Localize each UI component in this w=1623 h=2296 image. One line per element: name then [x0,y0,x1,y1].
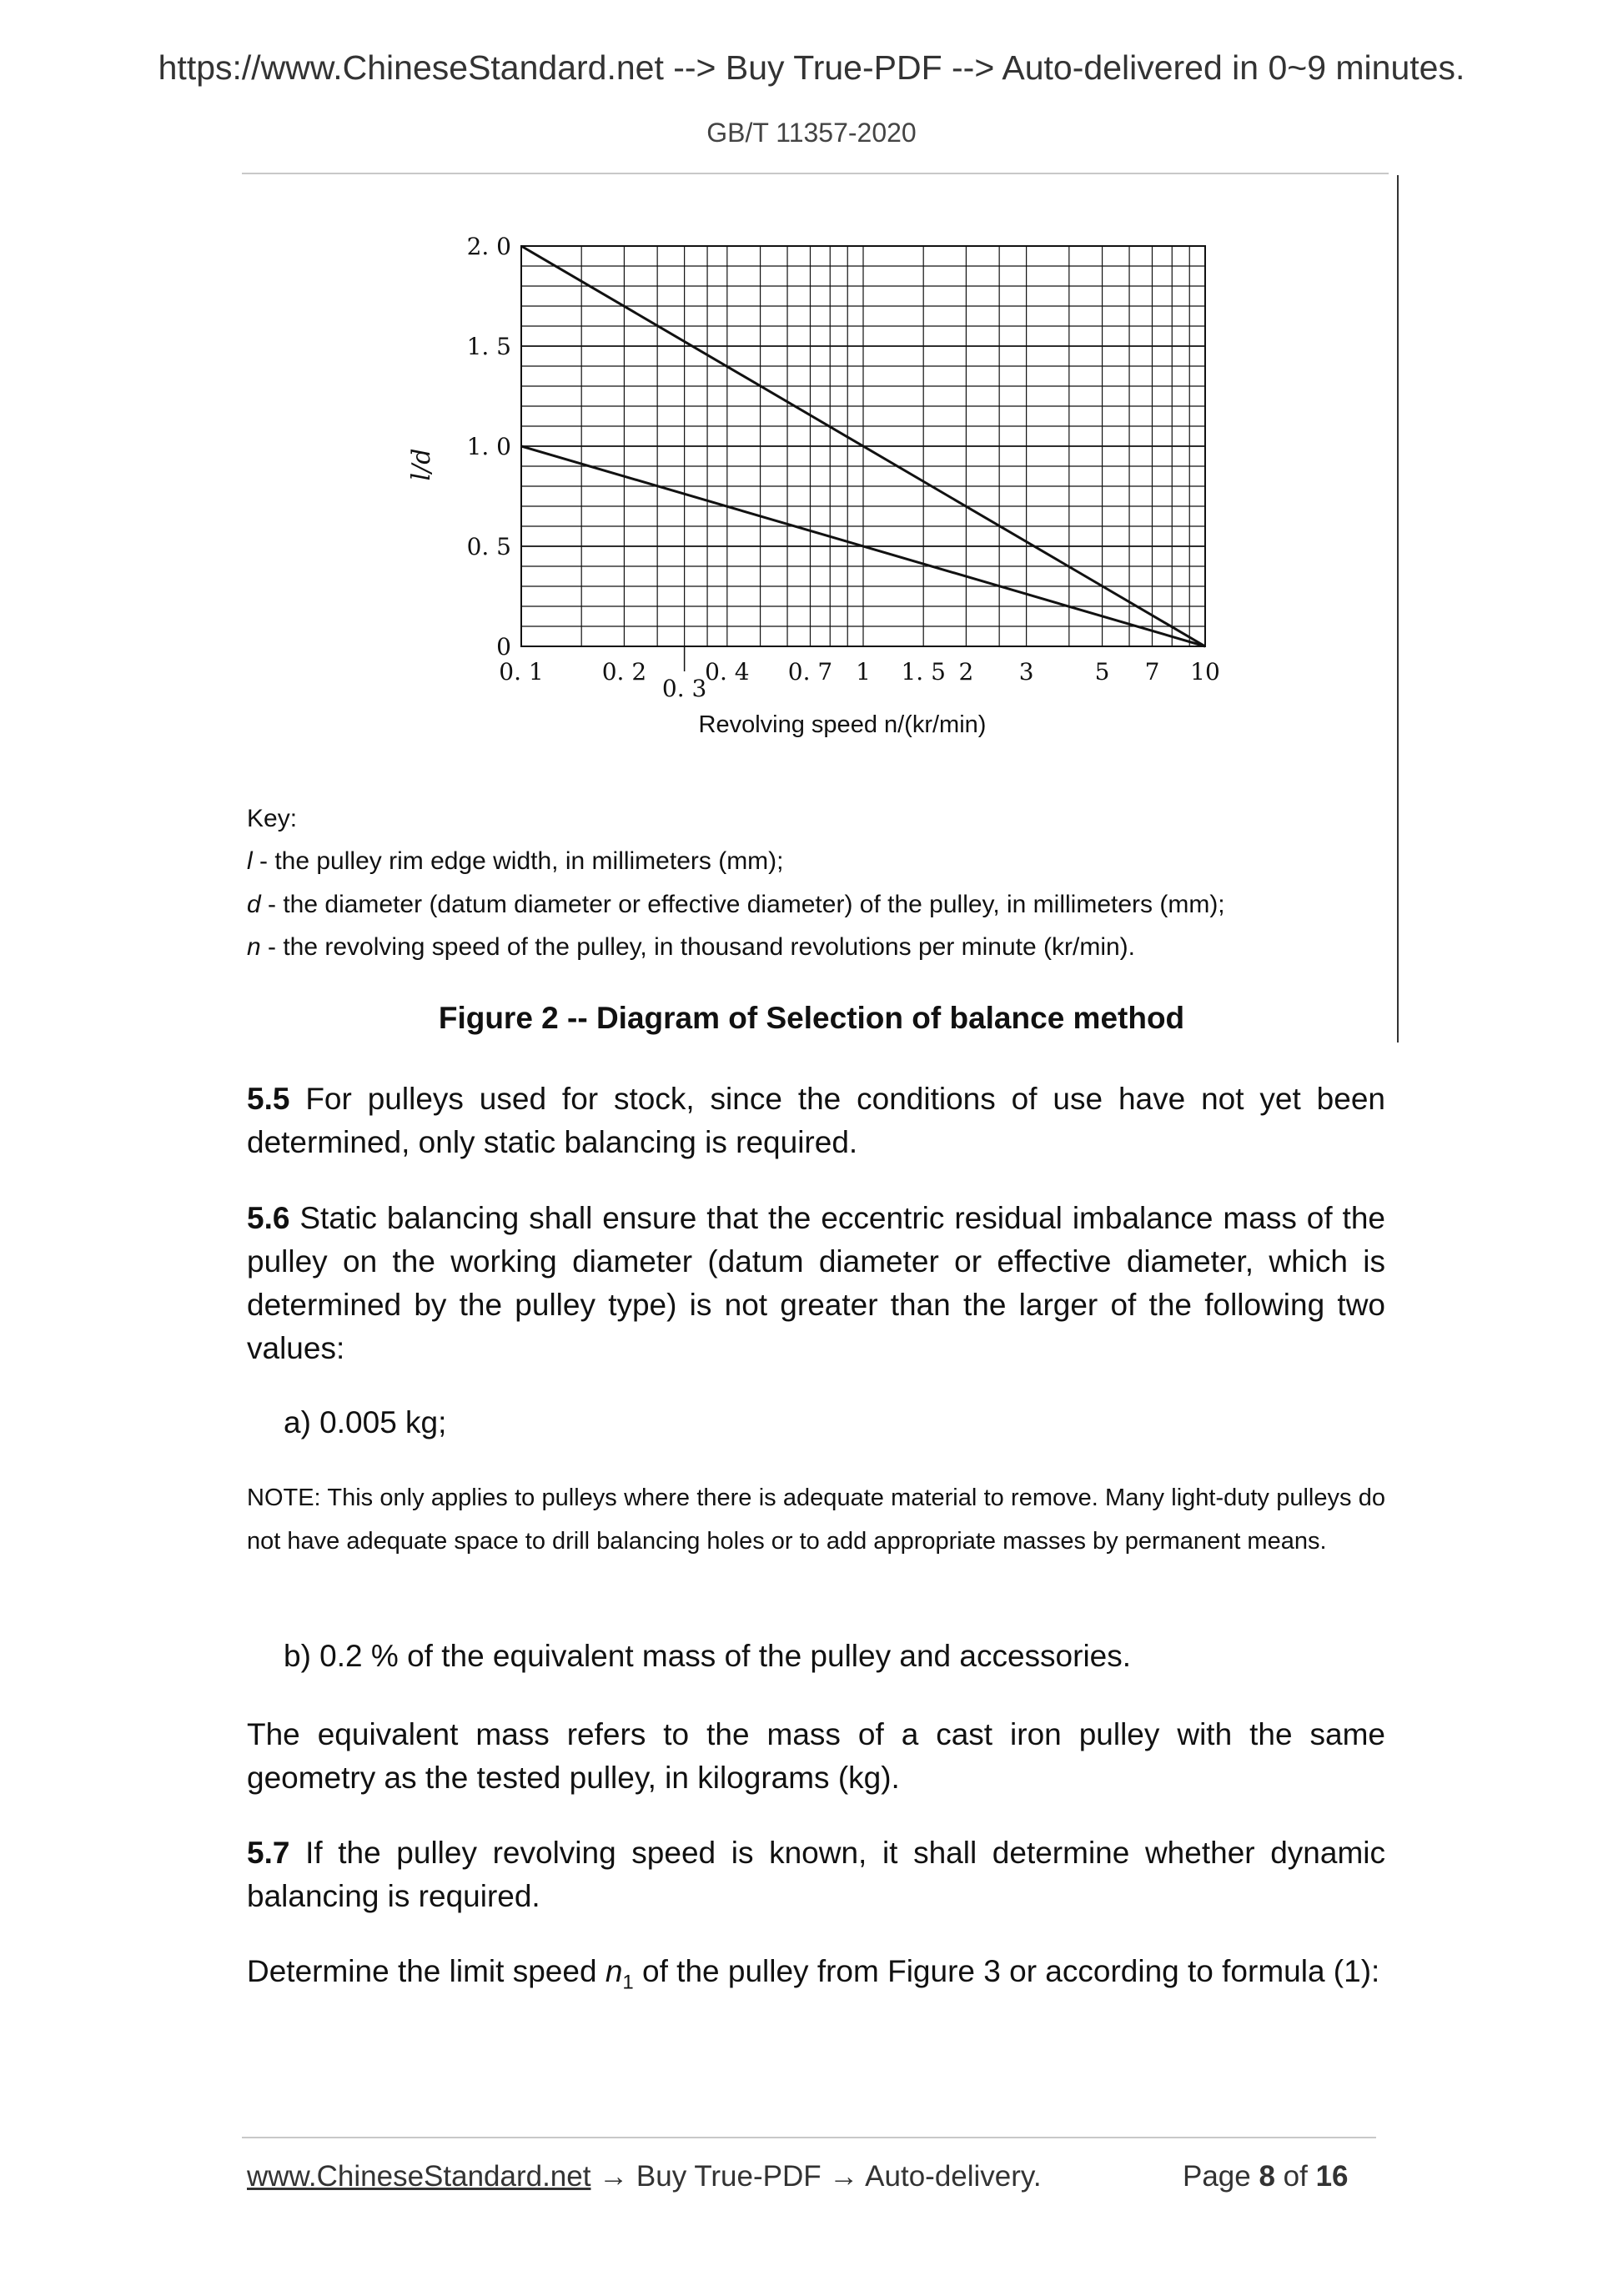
section-number: 5.6 [247,1201,290,1235]
x-tick-label: 7 [1144,658,1160,686]
x-tick-label: 0. 2 [601,658,647,686]
x-tick-label: 0. 7 [787,658,833,686]
footer-text: → Buy True-PDF → Auto-delivery. [590,2160,1042,2193]
y-tick-label: 2. 0 [466,233,511,260]
page-indicator [1183,2160,1349,2193]
x-tick-label: 2 [958,658,974,686]
x-tick-labels [499,646,1220,702]
limit-speed-variable: n [605,1954,623,1988]
section-number: 5.7 [247,1836,290,1870]
item-b: b) 0.2 % of the equivalent mass of the pulley and accessories. [284,1639,1132,1673]
equivalent-mass-paragraph: The equivalent mass refers to the mass of a cast iron pulley with the same geometry as the tested pulley, in kilograms (kg). [247,1717,1385,1795]
balance-method-chart [392,221,1243,746]
section-text: Static balancing shall ensure that the eccentric residual imbalance mass of the pulley on the working diameter (datum diameter or effective diameter, which is determined by the pulley type) is not greater than the larger of the following two values: [247,1201,1385,1365]
y-tick-label: 0. 5 [466,533,511,560]
key-text: - the diameter (datum diameter or effective diameter) of the pulley, in millimeters (mm); [260,891,1225,918]
limit-speed-subscript: 1 [622,1971,634,1994]
x-tick-label: 1 [856,658,871,686]
x-tick-label: 1. 5 [901,658,946,686]
note: NOTE: This only applies to pulleys where there is adequate material to remove. Many light-duty pulleys do not have adequate space to drill balancing holes or to add appropriate masses by permanent means. [247,1485,1385,1555]
page-number: 8 [1259,2160,1275,2193]
margin-bar [1397,175,1399,1042]
standard-number: GB/T 11357-2020 [706,118,917,148]
footer-left [247,2160,1042,2193]
key-symbol: n [247,933,261,961]
footer-link[interactable]: www.ChineseStandard.net [247,2160,591,2193]
top-banner[interactable]: https://www.ChineseStandard.net --> Buy True-PDF --> Auto-delivered in 0~9 minutes. [158,48,1465,87]
x-tick-label: 0. 4 [705,658,750,686]
key-item-d [247,891,1225,919]
page-total: 16 [1315,2160,1349,2193]
section-text: If the pulley revolving speed is known, it shall determine whether dynamic balancing is required. [247,1836,1385,1913]
x-axis-label: Revolving speed n/(kr/min) [698,711,987,738]
key-heading: Key: [247,805,298,832]
section-text: For pulleys used for stock, since the conditions of use have not yet been determined, only static balancing is required. [247,1082,1385,1159]
x-tick-label: 3 [1018,658,1034,686]
x-tick-label: 0. 1 [499,658,544,686]
footer-divider [242,2137,1376,2138]
key-symbol: d [247,891,261,918]
page-label: Page [1183,2160,1259,2193]
figure-title: Figure 2 -- Diagram of Selection of balance method [438,1001,1185,1035]
key-text: - the pulley rim edge width, in millimeters (mm); [252,847,784,875]
y-axis-label: l/d [407,448,436,481]
y-tick-label: 1. 5 [466,333,511,360]
section-5-7 [247,1831,1385,1918]
y-tick-labels [467,233,511,661]
x-tick-label: 5 [1094,658,1110,686]
key-text: - the revolving speed of the pulley, in thousand revolutions per minute (kr/min). [260,933,1136,961]
section-5-6 [247,1197,1385,1370]
section-5-5 [247,1078,1385,1164]
of-label: of [1274,2160,1316,2193]
section-number: 5.5 [247,1082,290,1116]
key-item-n [247,933,1135,962]
key-item-l [247,847,784,876]
limit-speed-paragraph [247,1950,1385,2004]
item-a: a) 0.005 kg; [284,1405,447,1439]
text: Determine the limit speed [247,1954,605,1988]
text: of the pulley from Figure 3 or according to formula (1): [633,1954,1380,1988]
header-divider [242,173,1389,174]
key-symbol: l [247,847,253,875]
x-tick-label: 0. 3 [661,675,707,702]
x-tick-label: 10 [1190,658,1220,686]
y-tick-label: 1. 0 [466,433,511,460]
y-tick-label: 0 [496,633,511,661]
